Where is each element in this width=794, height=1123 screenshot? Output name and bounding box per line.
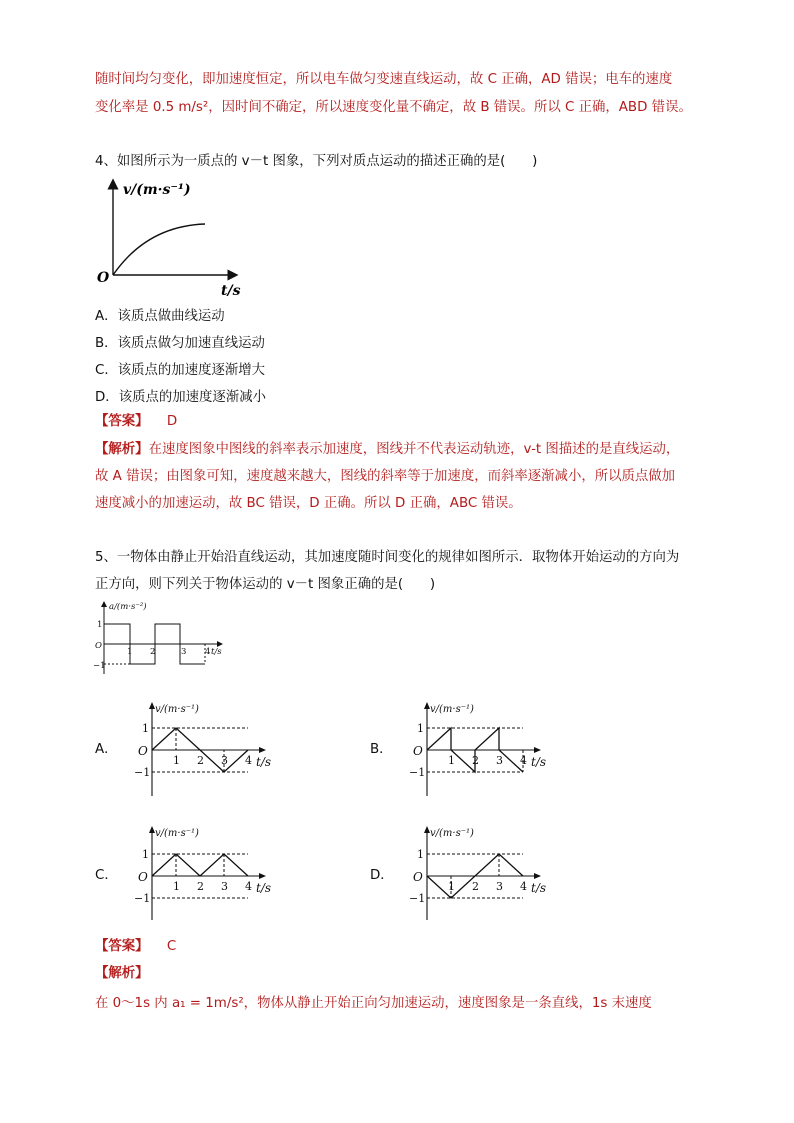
q5-at-graph: [92, 600, 232, 678]
q4-analysis-line-1: 【解析】在速度图象中图线的斜率表示加速度，图线并不代表运动轨迹，v-t 图描述的是直线运动，: [95, 442, 680, 457]
q5-vt-a-origin: O: [138, 744, 148, 758]
q5-vt-b-tick-y-m1: −1: [409, 766, 426, 779]
q4-xlabel: t/s: [221, 283, 241, 299]
q5-option-c-label: C．: [95, 868, 118, 883]
q4-option-c: C．该质点的加速度逐渐增大: [95, 363, 266, 378]
q5-a-ylabel: a/(m·s⁻²): [109, 602, 147, 612]
q4-answer-row: [95, 412, 177, 432]
q5-a-tick-x-4: 4: [205, 647, 211, 657]
q5-vt-b-tick-y-1: 1: [417, 722, 424, 735]
prev-analysis-line-2: 变化率是 0.5 m/s²，因时间不确定，所以速度变化量不确定，故 B 错误。所以 C 正确，ABD 错误。: [95, 100, 692, 115]
q5-vt-d-tick-y-1: 1: [417, 848, 424, 861]
q5-vt-a-tick-x-1: 1: [173, 754, 180, 767]
q5-analysis-line-1: 在 0～1s 内 a₁ = 1m/s²，物体从静止开始正向匀加速运动，速度图象是一条直线，1s 末速度: [95, 996, 652, 1011]
q5-answer-tag: 【答案】: [95, 939, 149, 954]
q5-a-origin: O: [95, 641, 102, 651]
q5-vt-d-tick-y-m1: −1: [409, 892, 426, 905]
q5-answer-row: [95, 937, 176, 957]
q4-origin: O: [97, 270, 110, 286]
q5-vt-d-tick-x-2: 2: [472, 880, 479, 893]
q5-vt-b-tick-x-3: 3: [496, 754, 503, 767]
q5-vt-c-origin: O: [138, 870, 148, 884]
q5-vt-b-ylabel: v/(m·s⁻¹): [430, 704, 474, 715]
q5-vt-b-tick-x-2: 2: [472, 754, 479, 767]
q5-vt-d-tick-x-1: 1: [448, 880, 455, 893]
q5-a-tick-y-m1: −1: [93, 661, 106, 671]
q5-analysis-tag-row: [95, 964, 149, 984]
q5-stem-2: 正方向，则下列关于物体运动的 v－t 图象正确的是( ): [95, 577, 436, 592]
q4-answer: D: [166, 414, 178, 429]
q5-vt-c-tick-y-1: 1: [142, 848, 149, 861]
q5-vt-c-tick-x-3: 3: [221, 880, 228, 893]
q5-option-d-label: D．: [370, 868, 394, 883]
q5-vt-graph-option-b: [403, 700, 553, 800]
q5-answer: C: [166, 939, 177, 954]
q5-vt-d-origin: O: [413, 870, 423, 884]
q5-vt-c-xlabel: t/s: [256, 881, 272, 895]
q4-option-a: A．该质点做曲线运动: [95, 309, 225, 324]
prev-analysis-line-1: 随时间均匀变化，即加速度恒定，所以电车做匀变速直线运动，故 C 正确，AD 错误；电车的速度: [95, 72, 673, 87]
q5-a-tick-x-2: 2: [150, 647, 156, 657]
q5-vt-c-ylabel: v/(m·s⁻¹): [155, 828, 199, 839]
q5-vt-d-tick-x-3: 3: [496, 880, 503, 893]
q4-answer-tag: 【答案】: [95, 414, 149, 429]
q5-vt-b-tick-x-1: 1: [448, 754, 455, 767]
q4-vt-graph: [95, 178, 245, 300]
q5-vt-graph-option-c: [128, 824, 278, 924]
q5-stem-1: 5、一物体由静止开始沿直线运动，其加速度随时间变化的规律如图所示．取物体开始运动的方向为: [95, 550, 680, 565]
q5-option-b-label: B．: [370, 742, 393, 757]
q5-vt-d-tick-x-4: 4: [520, 880, 527, 893]
q5-vt-b-origin: O: [413, 744, 423, 758]
q4-analysis-line-2: 故 A 错误；由图象可知，速度越来越大，图线的斜率等于加速度，而斜率逐渐减小，所以质点做加: [95, 469, 676, 484]
q5-vt-a-tick-y-1: 1: [142, 722, 149, 735]
q4-option-b: B．该质点做匀加速直线运动: [95, 336, 265, 351]
q5-a-xlabel: t/s: [211, 647, 222, 657]
q5-vt-a-tick-x-4: 4: [245, 754, 252, 767]
q5-vt-c-tick-y-m1: −1: [134, 892, 151, 905]
q5-vt-c-tick-x-2: 2: [197, 880, 204, 893]
q5-vt-b-tick-x-4: 4: [520, 754, 527, 767]
q5-vt-c-tick-x-1: 1: [173, 880, 180, 893]
q5-analysis-tag: 【解析】: [95, 966, 149, 981]
q4-stem: 4、如图所示为一质点的 v－t 图象，下列对质点运动的描述正确的是( ): [95, 154, 538, 169]
q4-analysis-line-3: 速度减小的加速运动，故 BC 错误，D 正确。所以 D 正确，ABC 错误。: [95, 496, 522, 511]
q5-option-a-label: A．: [95, 742, 118, 757]
q5-a-tick-y-1: 1: [97, 620, 103, 630]
q5-vt-a-ylabel: v/(m·s⁻¹): [155, 704, 199, 715]
q5-vt-graph-option-a: [128, 700, 278, 800]
q5-vt-d-xlabel: t/s: [531, 881, 547, 895]
q5-vt-a-tick-x-2: 2: [197, 754, 204, 767]
q5-vt-c-tick-x-4: 4: [245, 880, 252, 893]
q4-curve: [113, 224, 205, 275]
q5-vt-d-ylabel: v/(m·s⁻¹): [430, 828, 474, 839]
q5-a-tick-x-1: 1: [127, 647, 133, 657]
q5-vt-graph-option-d: [403, 824, 553, 924]
q5-a-tick-x-3: 3: [181, 647, 187, 657]
q5-vt-a-xlabel: t/s: [256, 755, 272, 769]
q4-option-d: D．该质点的加速度逐渐减小: [95, 390, 266, 405]
q4-ylabel: v/(m·s⁻¹): [123, 182, 191, 198]
q5-vt-a-tick-y-m1: −1: [134, 766, 151, 779]
q5-vt-a-tick-x-3: 3: [221, 754, 228, 767]
q4-analysis-tag: 【解析】: [95, 442, 149, 457]
q5-vt-b-xlabel: t/s: [531, 755, 547, 769]
